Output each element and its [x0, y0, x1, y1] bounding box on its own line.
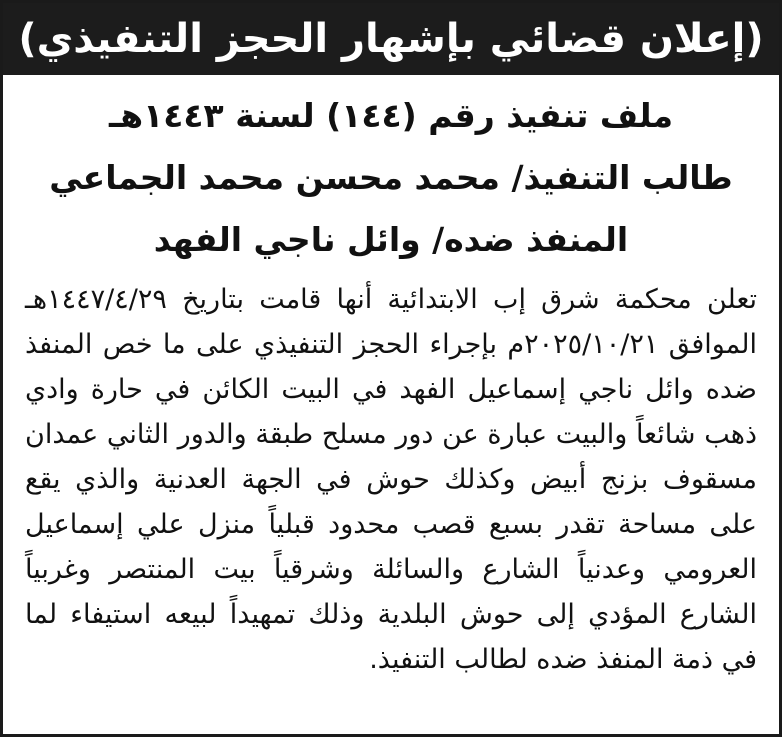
- notice-body: تعلن محكمة شرق إب الابتدائية أنها قامت بتاريخ ١٤٤٧/٤/٢٩هـ الموافق ٢٠٢٥/١٠/٢١م بإجراء الحجز التنفيذي على ما خص المنفذ ضده وائل ناجي إسماعيل الفهد في البيت الكائن في حارة وادي ذهب شائعاً والبيت عبارة عن دور مسلح طبقة والدور الثاني عمدان مسقوف بزنج أبيض وكذلك حوش في الجهة العدنية والذي يقع على مساحة تقدر بسبع قصب محدود قبلياً منزل علي إسماعيل العرومي وعدنياً الشارع والسائلة وشرقياً بيت المنتصر وغربياً الشارع المؤدي إلى حوش البلدية وذلك تمهيداً لبيعه استيفاء لما في ذمة المنفذ ضده لطالب التنفيذ.: [25, 284, 758, 675]
- notice-title: (إعلان قضائي بإشهار الحجز التنفيذي): [18, 16, 764, 62]
- title-bar: [3, 3, 779, 75]
- notice-content: [3, 75, 779, 682]
- respondent-line: المنفذ ضده/ وائل ناجي الفهد: [153, 220, 629, 259]
- applicant-line: طالب التنفيذ/ محمد محسن محمد الجماعي: [49, 158, 733, 197]
- file-number-line: ملف تنفيذ رقم (١٤٤) لسنة ١٤٤٣هـ: [108, 96, 674, 135]
